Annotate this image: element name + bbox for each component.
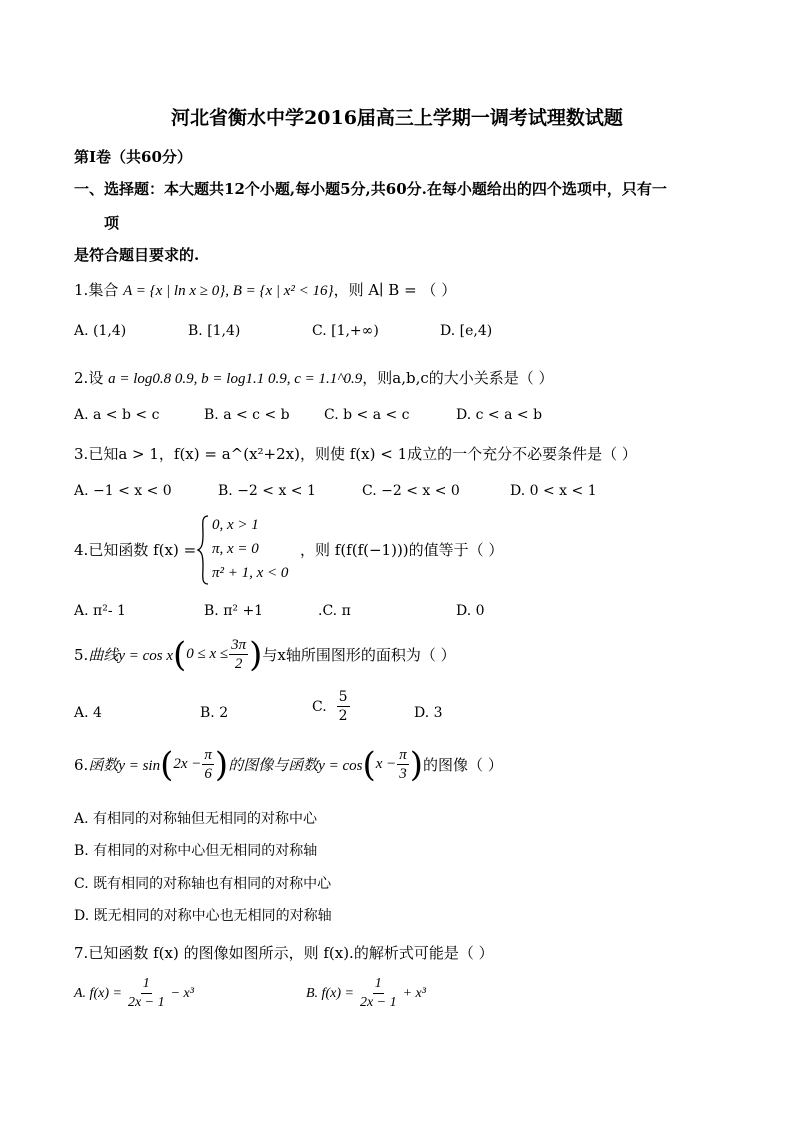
- q2-option-c: C. b < a < c: [324, 407, 410, 423]
- q1-option-b: B. [1,4): [188, 323, 241, 339]
- question-3: [74, 443, 637, 464]
- right-paren-icon: ): [249, 634, 263, 675]
- question-number: 4.: [74, 541, 89, 559]
- piecewise-brace-icon: [196, 514, 210, 586]
- left-paren-icon: (: [160, 744, 174, 785]
- question-number: 7.: [74, 944, 89, 962]
- question-6: 6. 函数y = sin ( 2x − $\frac{\pi}{6}$ ) 的图像与函数y = cos ( x − $\frac{\pi}{3}$ ) 的图像（ ）: [74, 744, 503, 785]
- section-instruction-line1: 一、选择题：本大题共12个小题,每小题5分,共60分.在每小题给出的四个选项中，只有一: [74, 180, 667, 198]
- q5-option-b: B. 2: [200, 705, 229, 721]
- q3-option-a: A. −1 < x < 0: [74, 483, 172, 499]
- question-number: 2.: [74, 369, 89, 387]
- question-number: 3.: [74, 445, 89, 463]
- question-text: 已知函数 f(x) 的图像如图所示，则 f(x).的解析式可能是（ ）: [88, 944, 494, 962]
- piecewise-case-2: π, x = 0: [212, 541, 259, 557]
- question-2: 2.设 a = log0.8 0.9, b = log1.1 0.9, c = 1.1^0.9，则a,b,c的大小关系是（ ）: [74, 369, 554, 387]
- question-number: 1.: [74, 281, 89, 299]
- fraction: $\frac{3\pi}{2}$: [231, 637, 247, 672]
- q6-option-b: B. 有相同的对称中心但无相同的对称轴: [74, 843, 318, 859]
- fraction: $\frac{5}{2}$: [338, 689, 348, 724]
- question-4-lead: 4.已知函数 f(x) =: [74, 541, 197, 559]
- q7-option-b: B. f(x) = $\frac{1}{2x - 1}$ + x³: [306, 976, 426, 1010]
- exam-title: 河北省衡水中学2016届高三上学期一调考试理数试题: [171, 107, 623, 129]
- left-paren-icon: (: [173, 634, 187, 675]
- q3-option-c: C. −2 < x < 0: [362, 483, 460, 499]
- section-instruction-line2: 项: [104, 214, 120, 232]
- part-heading: 第Ⅰ卷（共60分）: [74, 148, 192, 166]
- fraction: $\frac{1}{2x - 1}$: [127, 976, 165, 1010]
- q3-option-d: D. 0 < x < 1: [510, 483, 597, 499]
- q3-option-b: B. −2 < x < 1: [218, 483, 316, 499]
- question-number: 5.: [74, 645, 89, 664]
- q2-option-b: B. a < c < b: [204, 407, 290, 423]
- q5-option-a: A. 4: [74, 705, 102, 721]
- q4-option-b: B. π² +1: [204, 603, 264, 619]
- question-7: [74, 942, 494, 963]
- piecewise-case-3: π² + 1, x < 0: [212, 565, 289, 581]
- q1-option-c: C. [1,+∞): [312, 323, 379, 339]
- q4-option-d: D. 0: [456, 603, 485, 619]
- q6-option-a: A. 有相同的对称轴但无相同的对称中心: [74, 811, 318, 827]
- q7-option-a: A. f(x) = $\frac{1}{2x - 1}$ − x³: [74, 976, 194, 1010]
- piecewise-case-1: 0, x > 1: [212, 517, 259, 533]
- q6-option-d: D. 既无相同的对称中心也无相同的对称轴: [74, 908, 332, 924]
- left-paren-icon: (: [362, 744, 376, 785]
- right-paren-icon: ): [409, 744, 424, 785]
- question-expression: A = {x | ln x ≥ 0}, B = {x | x² < 16}: [123, 283, 334, 299]
- fraction: $\frac{\pi}{6}$: [204, 747, 212, 782]
- q4-option-a: A. π²- 1: [74, 603, 126, 619]
- question-text: 已知a > 1，f(x) = a^(x²+2x)，则使 f(x) < 1成立的一个充分不必要条件是（ ）: [88, 445, 637, 463]
- q5-option-c: C. $\frac{5}{2}$: [312, 689, 348, 724]
- q2-option-a: A. a < b < c: [74, 407, 160, 423]
- question-number: 6.: [74, 755, 89, 774]
- fraction: $\frac{\pi}{3}$: [399, 747, 407, 782]
- question-expression: a = log0.8 0.9, b = log1.1 0.9, c = 1.1^0.9: [108, 371, 363, 387]
- q4-option-c: .C. π: [318, 603, 351, 619]
- q6-option-c: C. 既有相同的对称轴也有相同的对称中心: [74, 876, 332, 892]
- q2-option-d: D. c < a < b: [456, 407, 543, 423]
- q5-option-d: D. 3: [414, 705, 443, 721]
- fraction: $\frac{1}{2x - 1}$: [359, 976, 397, 1010]
- question-4-tail: ，则 f(f(f(−1)))的值等于（ ）: [300, 541, 504, 559]
- question-5: 5. 曲线y = cos x ( 0 ≤ x ≤ $\frac{3\pi}{2}$ ) 与x轴所围图形的面积为（ ）: [74, 634, 456, 675]
- q1-option-a: A. (1,4): [74, 323, 127, 339]
- question-1: 1.集合 A = {x | ln x ≥ 0}, B = {x | x² < 16}，则 A∣ B = （ ）: [74, 281, 457, 299]
- q1-option-d: D. [e,4): [440, 323, 493, 339]
- right-paren-icon: ): [214, 744, 229, 785]
- section-instruction-line3: 是符合题目要求的.: [74, 246, 200, 264]
